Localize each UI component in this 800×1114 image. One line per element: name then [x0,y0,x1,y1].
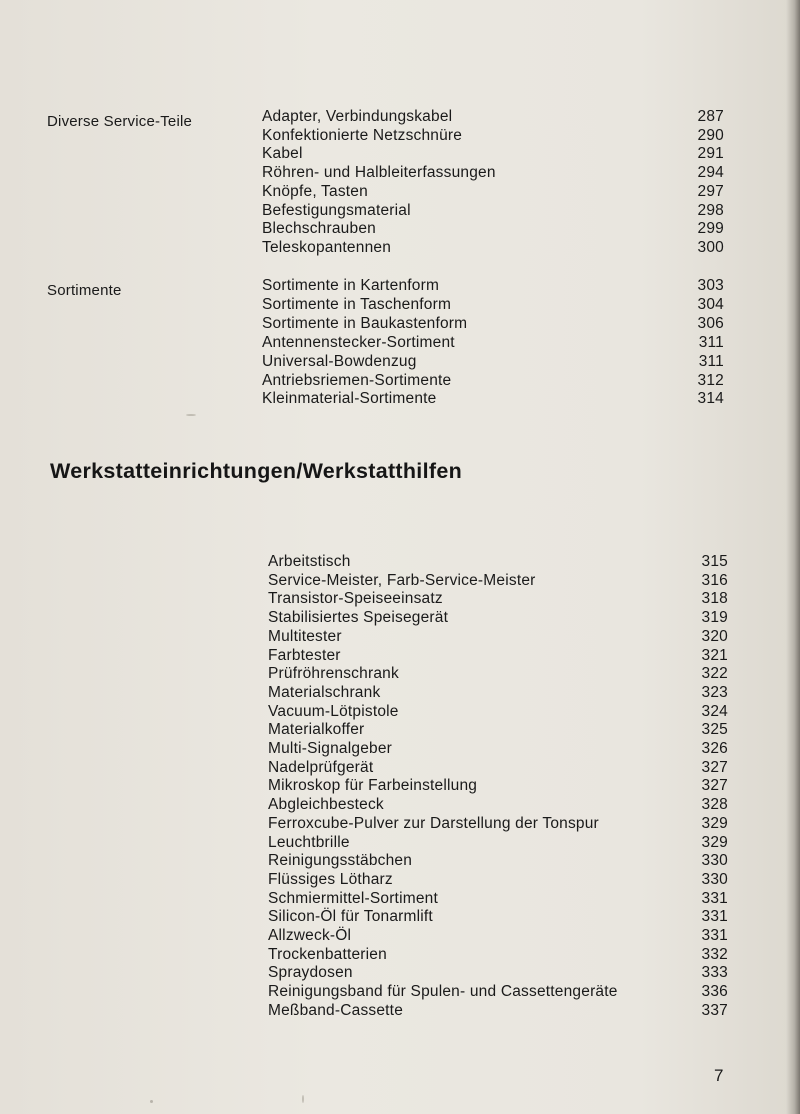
item-page-number: 297 [697,182,724,200]
scan-speck [302,1095,304,1103]
list-item [268,777,728,796]
list-item [262,334,724,353]
item-page-number: 291 [697,145,724,163]
list-item [268,946,728,965]
list-item [268,590,728,609]
item-title: Adapter, Verbindungskabel [262,108,453,125]
item-title: Multi-Signalgeber [268,740,393,757]
item-title: Meßband-Cassette [268,1001,404,1019]
list-item [268,815,728,834]
item-page-number: 311 [698,352,724,370]
list-item [268,871,728,890]
item-page-number: 326 [701,740,728,757]
item-title: Materialkoffer [268,721,365,739]
item-title: Reinigungsstäbchen [268,852,413,870]
item-title: Spraydosen [268,964,353,982]
list-item [268,628,728,647]
item-title: Reinigungsband für Spulen- und Cassettengeräte [268,983,618,1001]
item-title: Vacuum-Lötpistole [268,702,399,720]
item-page-number: 319 [701,609,728,627]
list-item [262,164,724,183]
list-item [268,908,728,927]
item-page-number: 330 [701,852,728,870]
item-title: Materialschrank [268,683,381,701]
page-edge-shadow [786,0,800,1114]
item-page-number: 311 [698,333,724,351]
page-number: 7 [714,1066,724,1085]
item-title: Sortimente in Baukastenform [262,314,468,332]
item-page-number: 318 [701,590,728,608]
list-item [262,390,724,409]
item-title: Transistor-Speiseeinsatz [268,590,443,608]
list-item [262,239,724,258]
item-page-number: 315 [701,553,728,570]
item-title: Universal-Bowdenzug [262,352,417,370]
item-page-number: 331 [701,927,728,944]
item-page-number: 322 [701,665,728,683]
category-label: Sortimente [47,282,122,299]
item-title: Silicon-Öl für Tonarmlift [268,908,433,926]
item-page-number: 330 [701,870,728,888]
item-title: Schmiermittel-Sortiment [268,889,438,907]
section-heading: Werkstatteinrichtungen/Werkstatthilfen [50,459,463,483]
list-item [268,684,728,703]
item-page-number: 337 [701,1001,728,1019]
item-page-number: 329 [701,814,728,832]
item-title: Befestigungsmaterial [262,201,411,219]
list-item [262,127,724,146]
list-item [262,372,724,391]
scan-speck [186,414,196,416]
item-title: Knöpfe, Tasten [262,182,368,200]
item-title: Ferroxcube-Pulver zur Darstellung der Tonspur [268,814,599,832]
item-page-number: 325 [701,721,728,739]
item-page-number: 331 [701,908,728,926]
item-title: Röhren- und Halbleiterfassungen [262,164,496,182]
list-item [262,202,724,221]
item-page-number: 320 [701,627,728,645]
list-item [268,927,728,946]
item-page-number: 294 [697,164,724,182]
item-title: Trockenbatterien [268,945,387,963]
item-title: Flüssiges Lötharz [268,870,393,888]
item-page-number: 336 [701,983,728,1001]
list-item [268,665,728,684]
item-title: Abgleichbesteck [268,796,384,814]
list-item [262,353,724,372]
list-item [268,759,728,778]
list-item [262,183,724,202]
item-page-number: 298 [697,201,724,219]
list-item [268,609,728,628]
item-page-number: 323 [701,683,728,701]
item-page-number: 327 [701,777,728,795]
item-title: Service-Meister, Farb-Service-Meister [268,571,536,589]
item-title: Prüfröhrenschrank [268,665,399,683]
item-title: Nadelprüfgerät [268,758,374,776]
list-item [262,145,724,164]
item-title: Leuchtbrille [268,833,350,851]
item-page-number: 290 [697,126,724,144]
list-item [262,220,724,239]
list-item [268,852,728,871]
list-item [268,703,728,722]
item-page-number: 316 [701,571,728,589]
list-item [268,647,728,666]
item-page-number: 300 [697,238,724,256]
item-title: Teleskopantennen [262,238,392,256]
item-title: Arbeitstisch [268,553,351,570]
item-title: Kleinmaterial-Sortimente [262,390,437,408]
item-title: Mikroskop für Farbeinstellung [268,777,478,795]
item-title: Multitester [268,627,342,645]
list-item [268,721,728,740]
list-item [268,1002,728,1021]
list-item [268,796,728,815]
item-page-number: 321 [701,646,728,664]
item-page-number: 312 [697,371,724,389]
item-page-number: 328 [701,796,728,814]
list-item [268,572,728,591]
list-item [262,277,724,296]
item-page-number: 332 [701,945,728,963]
item-page-number: 299 [697,220,724,238]
item-page-number: 329 [701,833,728,851]
item-title: Stabilisiertes Speisegerät [268,609,449,627]
list-item [268,983,728,1002]
item-page-number: 324 [701,702,728,720]
item-title: Farbtester [268,646,341,664]
item-title: Sortimente in Kartenform [262,277,440,294]
list-item [262,296,724,315]
item-page-number: 331 [701,889,728,907]
list-item [268,890,728,909]
list-item [268,553,728,572]
item-page-number: 304 [697,295,724,313]
item-title: Konfektionierte Netzschnüre [262,126,463,144]
item-page-number: 306 [697,314,724,332]
category-label: Diverse Service-Teile [47,113,193,130]
scan-speck [150,1100,153,1103]
item-page-number: 327 [701,758,728,776]
list-item [262,108,724,127]
item-page-number: 303 [697,277,724,294]
item-page-number: 314 [697,390,724,408]
item-title: Allzweck-Öl [268,927,352,944]
item-page-number: 333 [701,964,728,982]
list-item [268,740,728,759]
item-title: Kabel [262,145,303,163]
list-item [268,964,728,983]
item-page-number: 287 [697,108,724,125]
list-item [268,834,728,853]
item-title: Antriebsriemen-Sortimente [262,371,452,389]
list-item [262,315,724,334]
item-title: Sortimente in Taschenform [262,295,452,313]
item-title: Antennenstecker-Sortiment [262,333,455,351]
item-title: Blechschrauben [262,220,376,238]
